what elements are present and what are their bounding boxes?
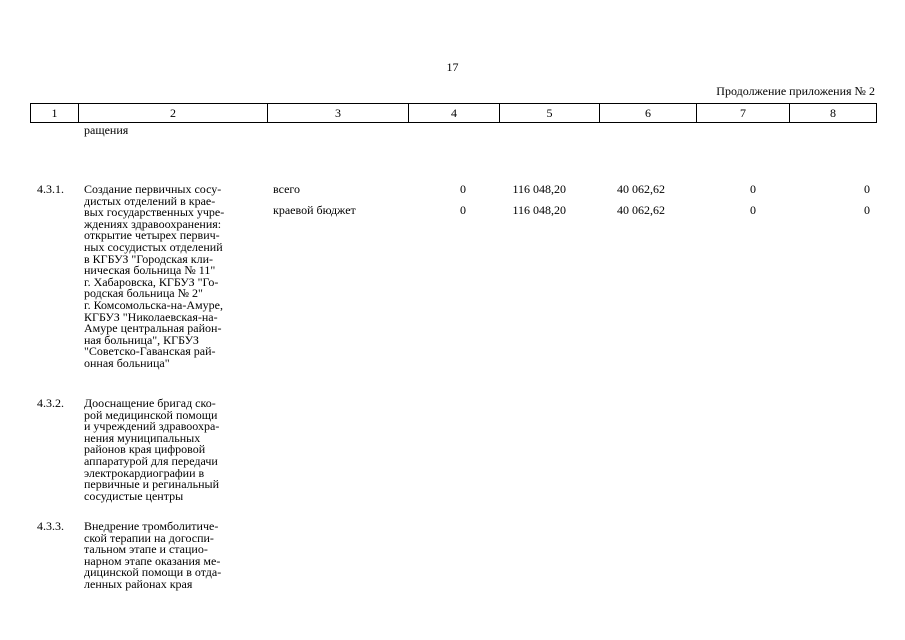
funding-value-col6: 40 062,62 — [617, 203, 665, 217]
description-line: ждениях здравоохранения: — [84, 216, 222, 231]
carry-over-text: ращения — [84, 123, 129, 137]
description-line: вых государственных учре- — [84, 205, 225, 220]
description-line: Внедрение тромболитиче- — [84, 519, 219, 533]
description-line: Создание первичных сосу- — [84, 182, 222, 196]
description-line: родская больница № 2" — [84, 286, 203, 301]
column-header-5: 5 — [500, 104, 600, 123]
row-description — [84, 184, 264, 370]
description-line: тальном этапе и стацио- — [84, 542, 208, 557]
description-line: первичные и регинальный — [84, 477, 219, 492]
description-line: и учреждений здравоохра- — [84, 419, 220, 434]
description-line: г. Хабаровска, КГБУЗ "Го- — [84, 274, 219, 289]
description-line: рой медицинской помощи — [84, 407, 218, 422]
row-code: 4.3.1. — [37, 182, 64, 196]
row-description — [84, 521, 264, 591]
funding-value-col6: 40 062,62 — [617, 182, 665, 196]
column-header-3: 3 — [268, 104, 409, 123]
description-line: ской терапии на догоспи- — [84, 530, 214, 545]
funding-value-col5: 116 048,20 — [512, 203, 566, 217]
description-line: Дооснащение бригад ско- — [84, 396, 216, 410]
funding-value-col4: 0 — [460, 203, 466, 217]
description-line: в КГБУЗ "Городская кли- — [84, 251, 214, 266]
column-header-8: 8 — [790, 104, 877, 123]
funding-source: краевой бюджет — [273, 203, 356, 217]
column-header-1: 1 — [31, 104, 79, 123]
description-line: КГБУЗ "Николаевская-на- — [84, 309, 218, 324]
description-line: онная больница" — [84, 355, 170, 370]
page-number: 17 — [446, 60, 459, 74]
description-line: дицинской помощи в отда- — [84, 565, 222, 580]
funding-value-col7: 0 — [750, 182, 756, 196]
description-line: открытие четырех первич- — [84, 228, 220, 243]
description-line: ная больница", КГБУЗ — [84, 332, 199, 347]
description-line: "Советско-Гаванская рай- — [84, 344, 216, 359]
funding-source: всего — [273, 182, 301, 196]
funding-value-col8: 0 — [864, 203, 870, 217]
continuation-label: Продолжение приложения № 2 — [716, 84, 875, 98]
column-header-4: 4 — [409, 104, 500, 123]
description-line: аппаратурой для передачи — [84, 453, 218, 468]
column-header-2: 2 — [79, 104, 268, 123]
description-line: ных сосудистых отделений — [84, 239, 223, 254]
description-line: нарном этапе оказания ме- — [84, 553, 221, 568]
description-line: г. Комсомольска-на-Амуре, — [84, 297, 223, 312]
funding-value-col8: 0 — [864, 182, 870, 196]
description-line: дистых отделений в крае- — [84, 193, 216, 208]
description-line: сосудистые центры — [84, 488, 184, 503]
description-line: районов края цифровой — [84, 442, 206, 457]
description-line: электрокардиографии в — [84, 465, 205, 480]
column-number-header — [30, 103, 877, 123]
funding-value-col4: 0 — [460, 182, 466, 196]
column-header-6: 6 — [600, 104, 697, 123]
column-header-7: 7 — [697, 104, 790, 123]
description-line: ническая больница № 11" — [84, 263, 216, 278]
row-description — [84, 398, 264, 502]
description-line: Амуре центральная район- — [84, 321, 222, 336]
row-code: 4.3.2. — [37, 396, 64, 410]
description-line: нения муниципальных — [84, 430, 201, 445]
funding-value-col5: 116 048,20 — [512, 182, 566, 196]
description-line: ленных районах края — [84, 576, 193, 591]
funding-value-col7: 0 — [750, 203, 756, 217]
row-code: 4.3.3. — [37, 519, 64, 533]
